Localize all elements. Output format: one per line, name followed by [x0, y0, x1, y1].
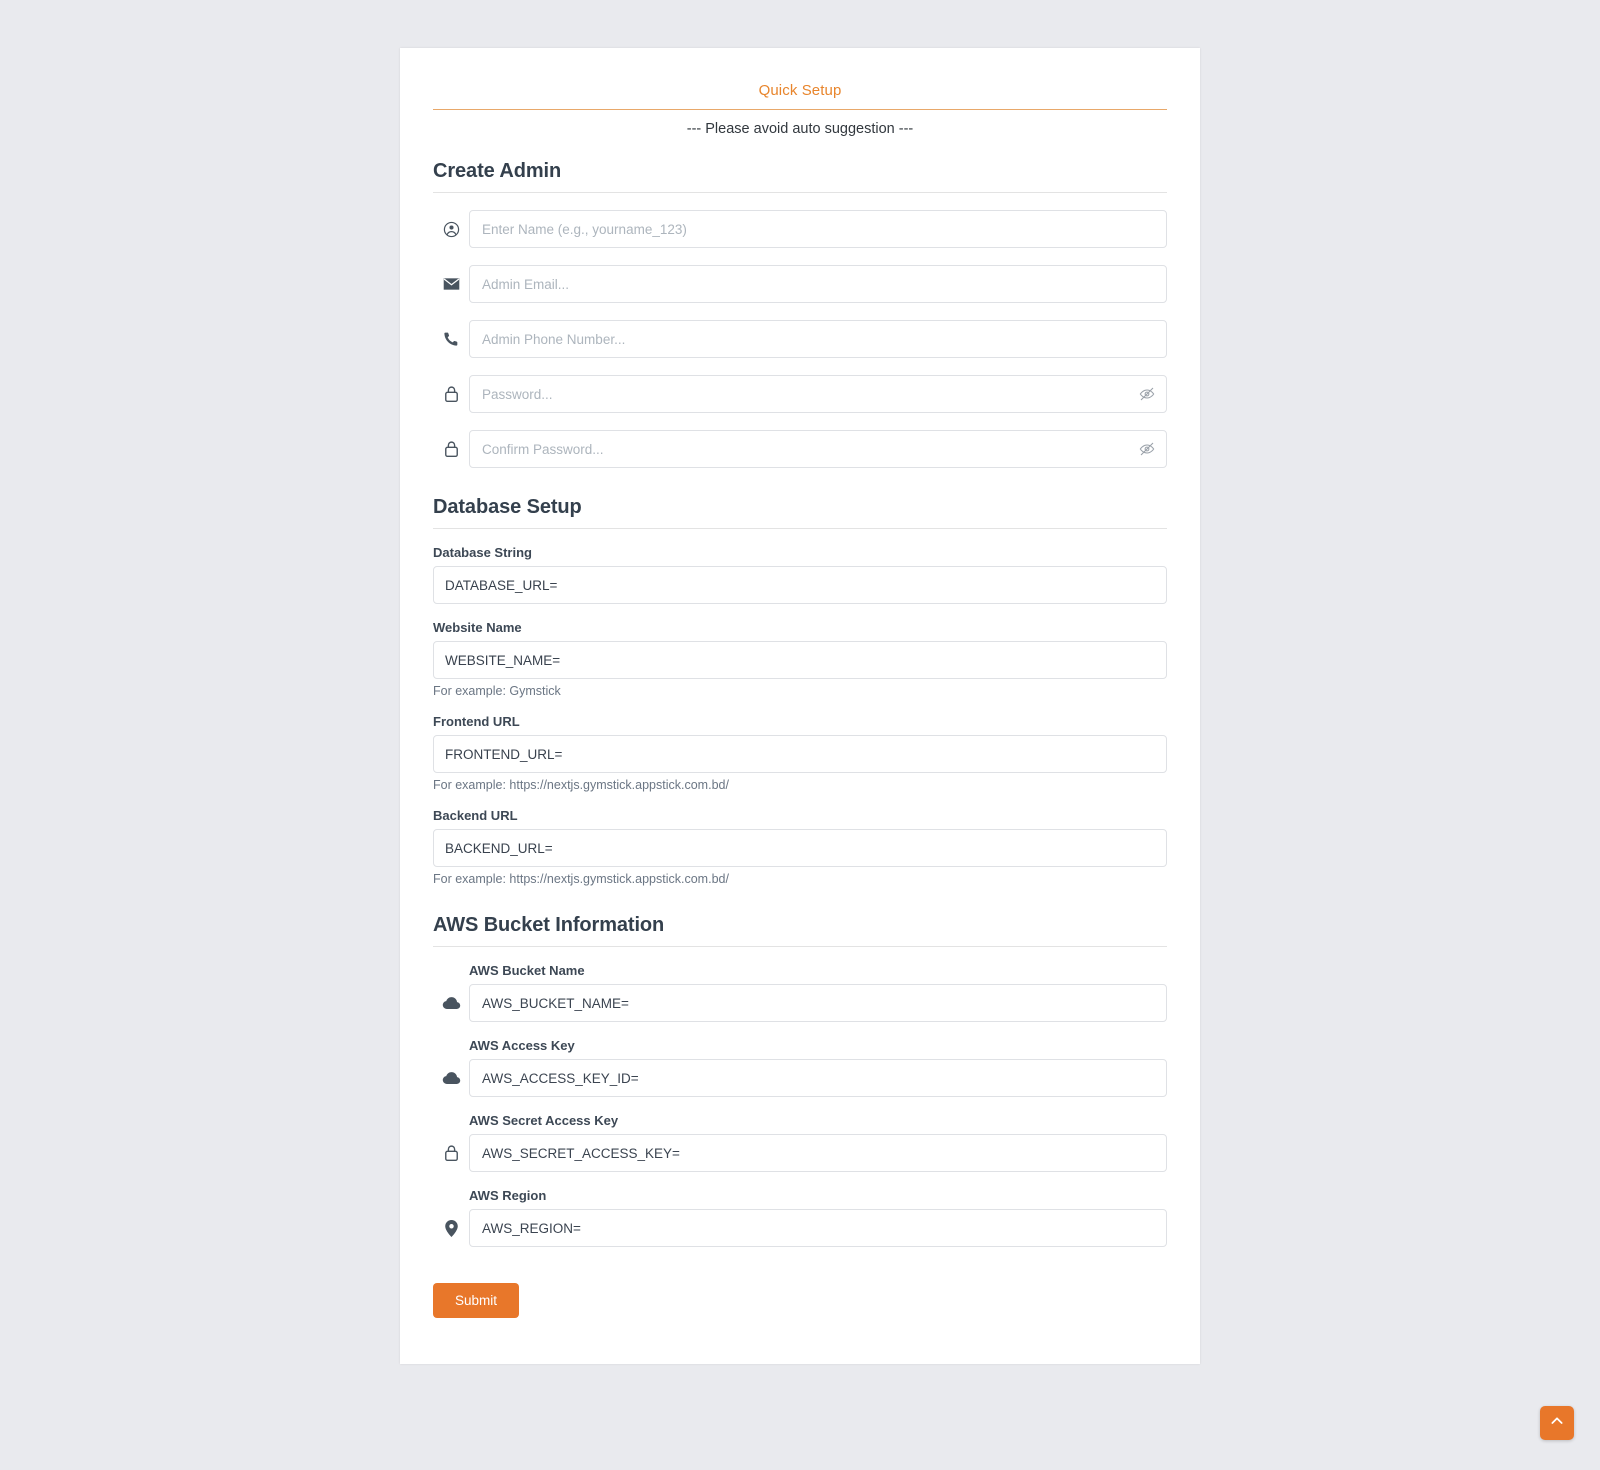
admin-name-input[interactable] — [469, 210, 1167, 248]
admin-email-input[interactable] — [469, 265, 1167, 303]
frontend-url-label: Frontend URL — [433, 714, 520, 729]
aws-region-group — [433, 1188, 1167, 1247]
aws-bucket-name-label: AWS Bucket Name — [469, 963, 585, 978]
aws-secret-access-key-input[interactable] — [469, 1134, 1167, 1172]
admin-password-row — [433, 375, 1167, 413]
aws-region-input[interactable] — [469, 1209, 1167, 1247]
backend-url-hint: For example: https://nextjs.gymstick.appstick.com.bd/ — [433, 872, 729, 886]
backend-url-input[interactable] — [433, 829, 1167, 867]
admin-email-row — [433, 265, 1167, 303]
lock-icon — [433, 440, 469, 458]
toggle-password-visibility-icon[interactable] — [1139, 386, 1155, 402]
map-pin-icon — [433, 1220, 469, 1237]
aws-region-label: AWS Region — [469, 1188, 547, 1203]
aws-bucket-name-input[interactable] — [469, 984, 1167, 1022]
aws-bucket-name-group — [433, 963, 1167, 1022]
database-setup-heading: Database Setup — [433, 496, 1167, 529]
scroll-to-top-button[interactable] — [1540, 1406, 1574, 1440]
admin-confirm-password-row — [433, 430, 1167, 468]
auto-suggestion-note: --- Please avoid auto suggestion --- — [686, 121, 914, 137]
lock-icon — [433, 1144, 469, 1162]
admin-confirm-password-input[interactable] — [469, 430, 1167, 468]
envelope-icon — [433, 277, 469, 291]
setup-card — [400, 48, 1200, 1364]
submit-row — [433, 1283, 1167, 1364]
cloud-icon — [433, 996, 469, 1010]
frontend-url-hint: For example: https://nextjs.gymstick.appstick.com.bd/ — [433, 778, 729, 792]
backend-url-label: Backend URL — [433, 808, 518, 823]
frontend-url-input[interactable] — [433, 735, 1167, 773]
create-admin-heading: Create Admin — [433, 160, 1167, 193]
submit-button[interactable]: Submit — [433, 1283, 519, 1318]
database-string-label: Database String — [433, 545, 532, 560]
website-name-input[interactable] — [433, 641, 1167, 679]
lock-icon — [433, 385, 469, 403]
chevron-up-icon — [1549, 1413, 1565, 1434]
aws-access-key-label: AWS Access Key — [469, 1038, 575, 1053]
admin-name-row — [433, 210, 1167, 248]
page-title: Quick Setup — [758, 82, 842, 99]
website-name-hint: For example: Gymstick — [433, 684, 561, 698]
aws-access-key-input[interactable] — [469, 1059, 1167, 1097]
aws-secret-access-key-group — [433, 1113, 1167, 1172]
user-icon — [433, 221, 469, 238]
website-name-label: Website Name — [433, 620, 522, 635]
aws-bucket-heading: AWS Bucket Information — [433, 914, 1167, 947]
database-string-input[interactable] — [433, 566, 1167, 604]
aws-access-key-group — [433, 1038, 1167, 1097]
admin-password-input[interactable] — [469, 375, 1167, 413]
toggle-confirm-password-visibility-icon[interactable] — [1139, 441, 1155, 457]
admin-phone-row — [433, 320, 1167, 358]
cloud-icon — [433, 1071, 469, 1085]
phone-icon — [433, 331, 469, 347]
aws-secret-access-key-label: AWS Secret Access Key — [469, 1113, 619, 1128]
admin-phone-input[interactable] — [469, 320, 1167, 358]
